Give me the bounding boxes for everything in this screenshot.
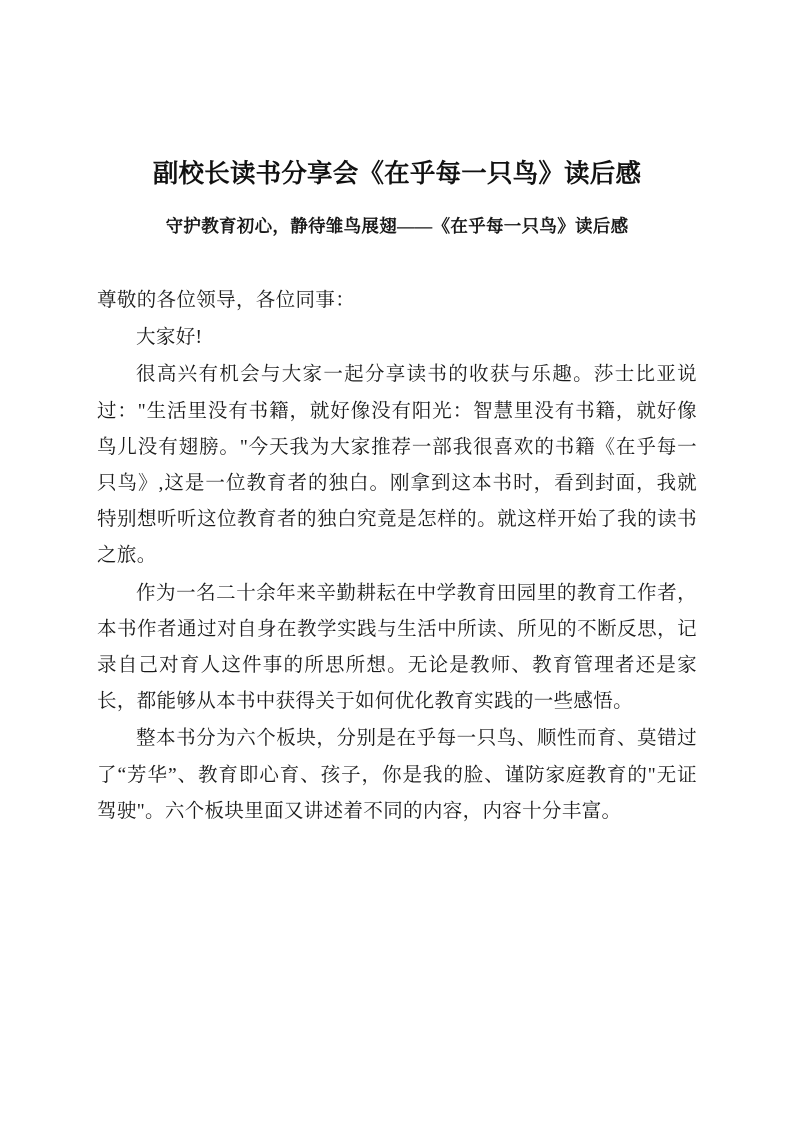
paragraph-intro: 很高兴有机会与大家一起分享读书的收获与乐趣。莎士比亚说过："生活里没有书籍，就好像没有阳光：智慧里没有书籍，就好像鸟儿没有翅膀。"今天我为大家推荐一部我很喜欢的书籍《在乎每一只鸟》,这是一位教育者的独白。刚拿到这本书时，看到封面，我就特别想听听这位教育者的独白究竟是怎样的。就这样开始了我的读书之旅。 (97, 364, 697, 567)
document-content (97, 0, 697, 831)
page-subtitle: 守护教育初心，静待雏鸟展翅——《在乎每一只鸟》读后感 (165, 216, 629, 236)
page-title: 副校长读书分享会《在乎每一只鸟》读后感 (152, 159, 642, 188)
paragraph-greeting: 大家好! (136, 327, 203, 349)
paragraph-book-structure: 整本书分为六个板块，分别是在乎每一只鸟、顺性而育、莫错过了“芳华”、教育即心育、孩子，你是我的脸、谨防家庭教育的"无证驾驶"。六个板块里面又讲述着不同的内容，内容十分丰富。 (97, 728, 697, 822)
paragraph-salutation: 尊敬的各位领导，各位同事： (97, 290, 356, 311)
document-body (97, 283, 697, 830)
paragraph-author-background: 作为一名二十余年来辛勤耕耘在中学教育田园里的教育工作者，本书作者通过对自身在教学实践与生活中所读、所见的不断反思，记录自己对育人这件事的所思所想。无论是教师、教育管理者还是家长，都能够从本书中获得关于如何优化教育实践的一些感悟。 (97, 582, 697, 713)
